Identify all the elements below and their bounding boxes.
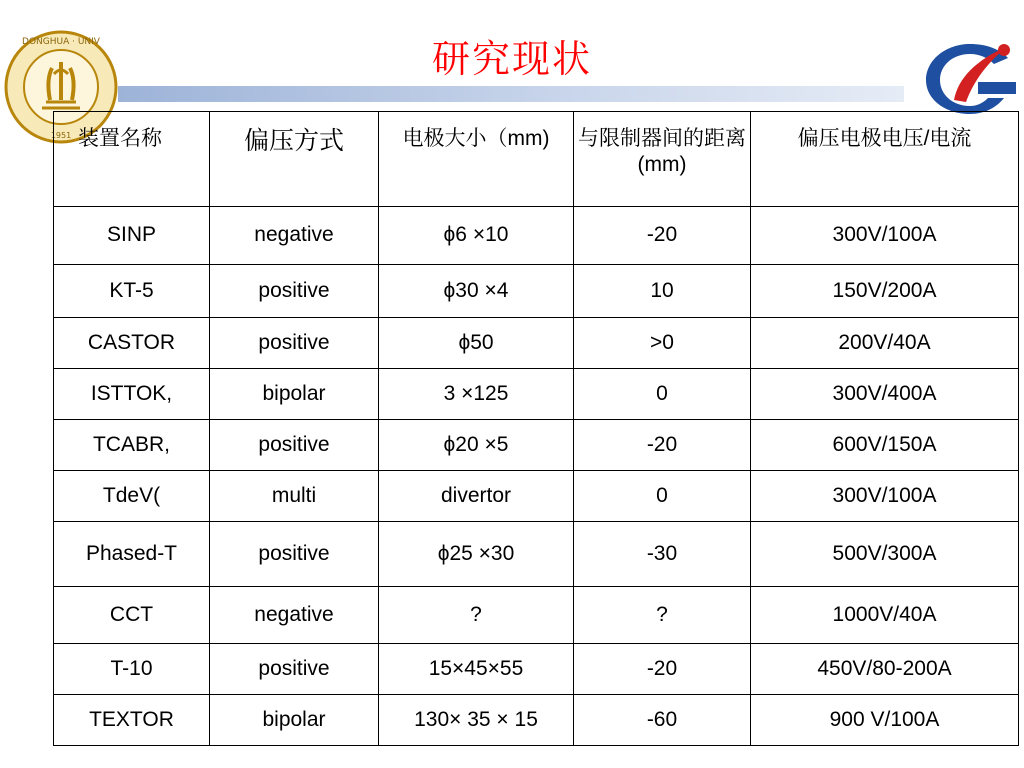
header-limiter-distance: 与限制器间的距离(mm) bbox=[574, 112, 751, 207]
cell-distance: 0 bbox=[574, 471, 751, 522]
cell-voltage-current: 1000V/40A bbox=[751, 587, 1019, 644]
cell-bias-mode: bipolar bbox=[210, 695, 379, 746]
cell-device: TCABR, bbox=[54, 420, 210, 471]
cell-voltage-current: 200V/40A bbox=[751, 318, 1019, 369]
table-row bbox=[54, 522, 1019, 587]
cell-bias-mode: multi bbox=[210, 471, 379, 522]
svg-text:1951: 1951 bbox=[50, 131, 72, 140]
cell-device: TEXTOR bbox=[54, 695, 210, 746]
table-row bbox=[54, 420, 1019, 471]
table-header-row bbox=[54, 112, 1019, 207]
slide-title: 研究现状 bbox=[431, 37, 592, 81]
cell-electrode-size: ϕ20 ×5 bbox=[379, 420, 574, 471]
cell-electrode-size: 130× 35 × 15 bbox=[379, 695, 574, 746]
cell-bias-mode: positive bbox=[210, 420, 379, 471]
cell-device: ISTTOK, bbox=[54, 369, 210, 420]
cell-distance: 10 bbox=[574, 265, 751, 318]
cell-distance: -20 bbox=[574, 420, 751, 471]
cell-bias-mode: positive bbox=[210, 522, 379, 587]
cell-distance: ? bbox=[574, 587, 751, 644]
header-device-name: 装置名称 bbox=[54, 112, 210, 207]
cell-electrode-size: 3 ×125 bbox=[379, 369, 574, 420]
cell-distance: >0 bbox=[574, 318, 751, 369]
cell-voltage-current: 300V/400A bbox=[751, 369, 1019, 420]
header-voltage-current: 偏压电极电压/电流 bbox=[751, 112, 1019, 207]
cell-bias-mode: positive bbox=[210, 265, 379, 318]
cell-bias-mode: positive bbox=[210, 644, 379, 695]
header-bias-mode: 偏压方式 bbox=[210, 112, 379, 207]
cell-device: CCT bbox=[54, 587, 210, 644]
cell-device: CASTOR bbox=[54, 318, 210, 369]
cell-voltage-current: 450V/80-200A bbox=[751, 644, 1019, 695]
cell-electrode-size: ? bbox=[379, 587, 574, 644]
table-row bbox=[54, 587, 1019, 644]
cell-distance: -60 bbox=[574, 695, 751, 746]
cell-electrode-size: ϕ50 bbox=[379, 318, 574, 369]
cell-voltage-current: 900 V/100A bbox=[751, 695, 1019, 746]
table-row bbox=[54, 644, 1019, 695]
cell-bias-mode: positive bbox=[210, 318, 379, 369]
table-row bbox=[54, 695, 1019, 746]
cell-distance: -20 bbox=[574, 644, 751, 695]
bias-electrode-table bbox=[50, 111, 1019, 746]
table-row bbox=[54, 369, 1019, 420]
cell-bias-mode: negative bbox=[210, 587, 379, 644]
cell-voltage-current: 300V/100A bbox=[751, 207, 1019, 265]
cell-bias-mode: bipolar bbox=[210, 369, 379, 420]
table-row bbox=[54, 471, 1019, 522]
cell-bias-mode: negative bbox=[210, 207, 379, 265]
cell-device: SINP bbox=[54, 207, 210, 265]
cell-electrode-size: 15×45×55 bbox=[379, 644, 574, 695]
svg-text:DONGHUA · UNIV: DONGHUA · UNIV bbox=[22, 37, 100, 47]
cell-distance: -30 bbox=[574, 522, 751, 587]
cell-voltage-current: 150V/200A bbox=[751, 265, 1019, 318]
table-row bbox=[54, 265, 1019, 318]
cell-voltage-current: 300V/100A bbox=[751, 471, 1019, 522]
cell-device: T-10 bbox=[54, 644, 210, 695]
table-row bbox=[54, 207, 1019, 265]
cell-electrode-size: ϕ6 ×10 bbox=[379, 207, 574, 265]
cell-device: Phased-T bbox=[54, 522, 210, 587]
header-rule bbox=[118, 86, 904, 102]
cell-electrode-size: divertor bbox=[379, 471, 574, 522]
cell-device: KT-5 bbox=[54, 265, 210, 318]
cell-electrode-size: ϕ30 ×4 bbox=[379, 265, 574, 318]
cell-device: TdeV( bbox=[54, 471, 210, 522]
institute-logo-icon bbox=[918, 38, 1022, 118]
cell-electrode-size: ϕ25 ×30 bbox=[379, 522, 574, 587]
cell-voltage-current: 600V/150A bbox=[751, 420, 1019, 471]
header-electrode-size: 电极大小（mm) bbox=[379, 112, 574, 207]
cell-distance: -20 bbox=[574, 207, 751, 265]
table-row bbox=[54, 318, 1019, 369]
cell-voltage-current: 500V/300A bbox=[751, 522, 1019, 587]
cell-distance: 0 bbox=[574, 369, 751, 420]
